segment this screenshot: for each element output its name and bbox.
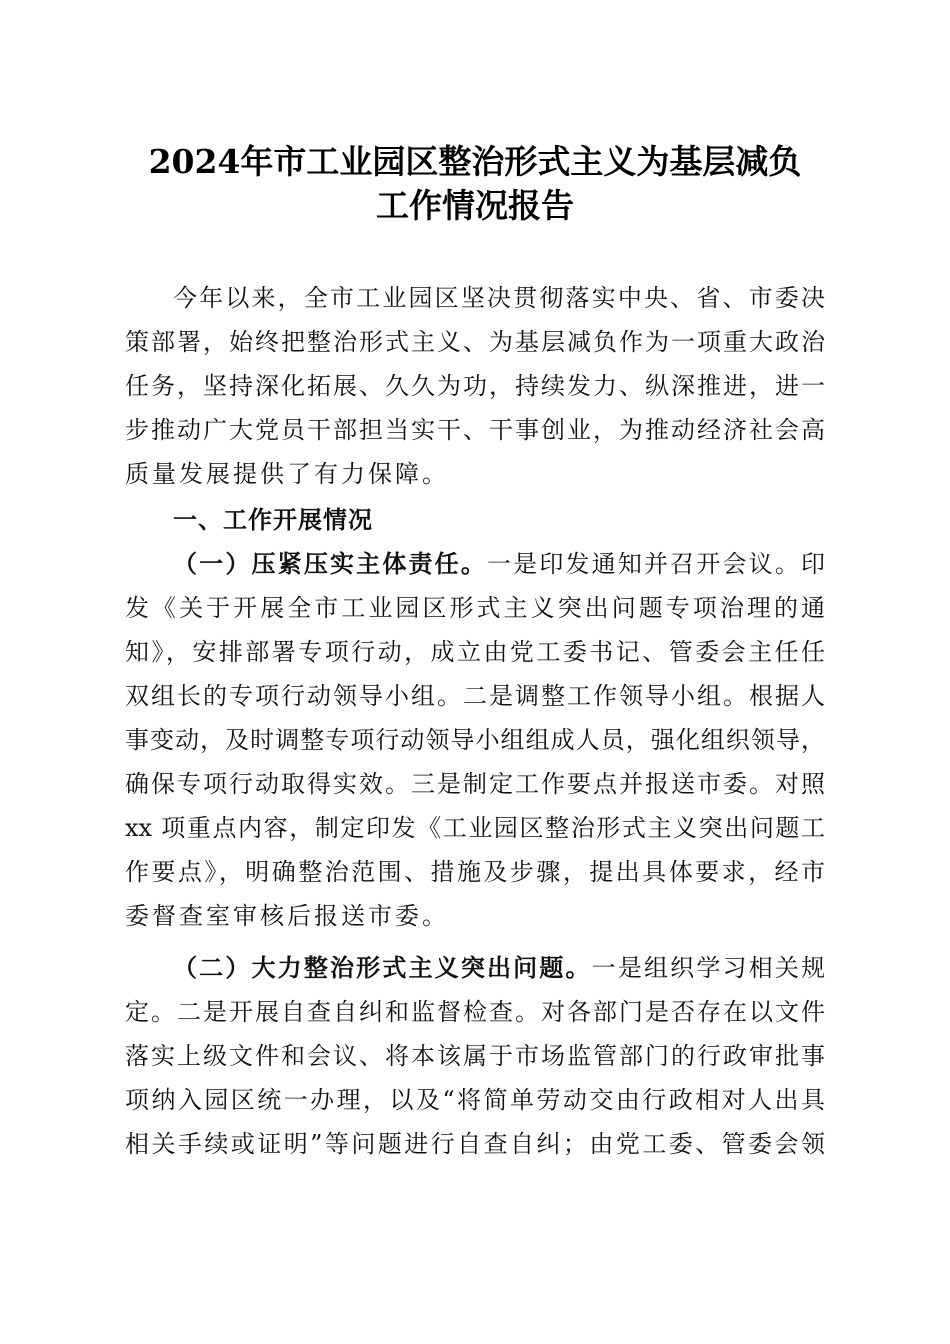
intro-line-1: 今年以来，全市工业园区坚决贯彻落实中央、省、市委决 (173, 284, 825, 312)
intro-line-4: 步推动广大党员干部担当实干、干事创业，为推动经济社会高 (125, 416, 825, 444)
document-title-line-2: 工作情况报告 (376, 186, 574, 225)
section-heading-1: 一、工作开展情况 (173, 506, 373, 534)
sub2-line-4: 项纳入园区统一办理，以及“将简单劳动交由行政相对人出具 (125, 1086, 825, 1114)
sub2-first-rest: 一是组织学习相关规 (591, 954, 826, 982)
sub2-line-2: 定。二是开展自查自纠和监督检查。对各部门是否存在以文件 (125, 998, 825, 1026)
intro-line-5: 质量发展提供了有力保障。 (125, 460, 449, 488)
sub1-line-5: 事变动，及时调整专项行动领导小组组成人员，强化组织领导， (125, 726, 825, 754)
sub1-lead: （一）压紧压实主体责任。 (173, 550, 487, 578)
sub1-line-6: 确保专项行动取得实效。三是制定工作要点并报送市委。对照 (125, 770, 825, 798)
sub1-first-line (173, 548, 825, 580)
sub2-line-3: 落实上级文件和会议、将本该属于市场监管部门的行政审批事 (125, 1042, 825, 1070)
sub1-line-2: 发《关于开展全市工业园区形式主义突出问题专项治理的通 (125, 594, 825, 622)
sub1-line-8: 作要点》，明确整治范围、措施及步骤，提出具体要求，经市 (125, 858, 825, 886)
sub2-first-line (173, 952, 825, 984)
sub1-first-rest: 一是印发通知并召开会议。印 (487, 550, 825, 578)
intro-line-3: 任务，坚持深化拓展、久久为功，持续发力、纵深推进，进一 (125, 372, 825, 400)
sub2-lead: （二）大力整治形式主义突出问题。 (173, 954, 592, 982)
sub1-line-9: 委督查室审核后报送市委。 (125, 902, 449, 930)
intro-line-2: 策部署，始终把整治形式主义、为基层减负作为一项重大政治 (125, 328, 825, 356)
sub1-line-7: xx 项重点内容，制定印发《工业园区整治形式主义突出问题工 (125, 814, 825, 842)
sub1-line-3: 知》，安排部署专项行动，成立由党工委书记、管委会主任任 (125, 638, 825, 666)
document-title-line-1: 2024年市工业园区整治形式主义为基层减负 (148, 142, 802, 181)
sub1-line-4: 双组长的专项行动领导小组。二是调整工作领导小组。根据人 (125, 682, 825, 710)
sub2-line-5: 相关手续或证明”等问题进行自查自纠；由党工委、管委会领 (125, 1130, 825, 1158)
